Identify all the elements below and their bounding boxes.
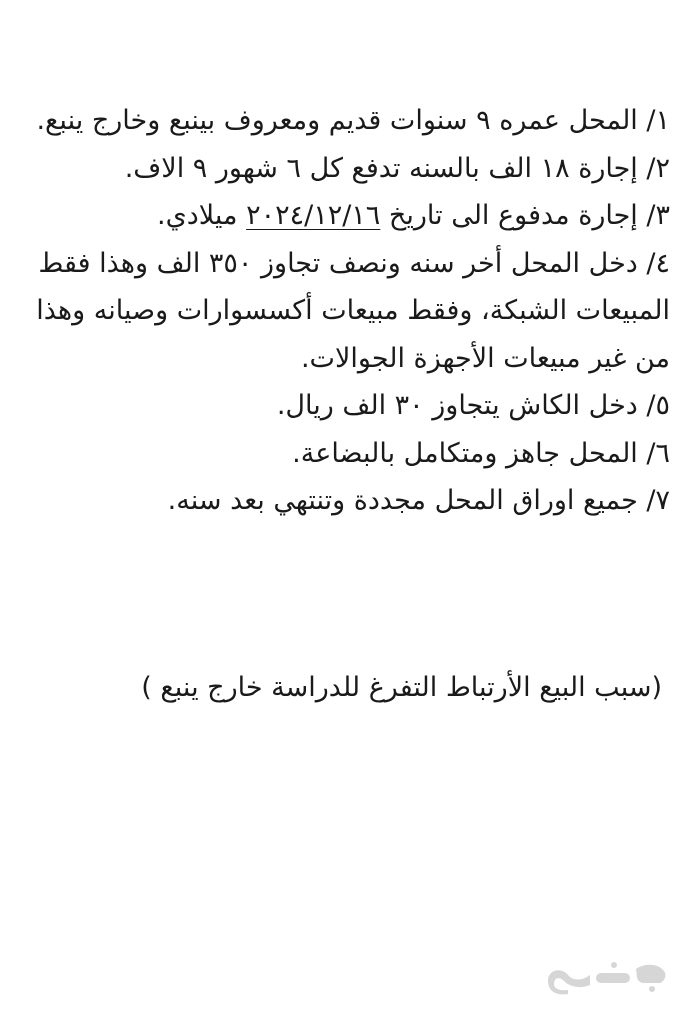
detail-item-4: ٤/ دخل المحل أخر سنه ونصف تجاوز ٣٥٠ الف وهذا فقط المبيعات الشبكة، وفقط مبيعات أكسسوارات وصيانه وهذا من غير مبيعات الأجهزة الجوالات. bbox=[36, 247, 670, 374]
detail-item-1: ١/ المحل عمره ٩ سنوات قديم ومعروف بينبع وخارج ينبع. bbox=[36, 105, 670, 136]
sale-reason: (سبب البيع الأرتباط التفرغ للدراسة خارج ينبع ) bbox=[141, 672, 662, 703]
detail-item-6: ٦/ المحل جاهز ومتكامل بالبضاعة. bbox=[292, 437, 670, 469]
detail-item-7: ٧/ جميع اوراق المحل مجددة وتنتهي بعد سنه. bbox=[167, 485, 670, 516]
detail-item-3 bbox=[22, 192, 670, 240]
haraj-watermark-logo bbox=[540, 957, 670, 997]
listing-details bbox=[22, 97, 670, 525]
detail-item-2: ٢/ إجارة ١٨ الف بالسنه تدفع كل ٦ شهور ٩ الاف. bbox=[124, 152, 670, 184]
detail-item-3-suffix: ميلادي. bbox=[157, 200, 247, 231]
detail-item-3-prefix: ٣/ إجارة مدفوع الى تاريخ bbox=[380, 200, 670, 231]
detail-item-5: ٥/ دخل الكاش يتجاوز ٣٠ الف ريال. bbox=[276, 390, 670, 421]
paid-until-date[interactable]: ٢٠٢٤/١٢/١٦ bbox=[246, 200, 381, 231]
